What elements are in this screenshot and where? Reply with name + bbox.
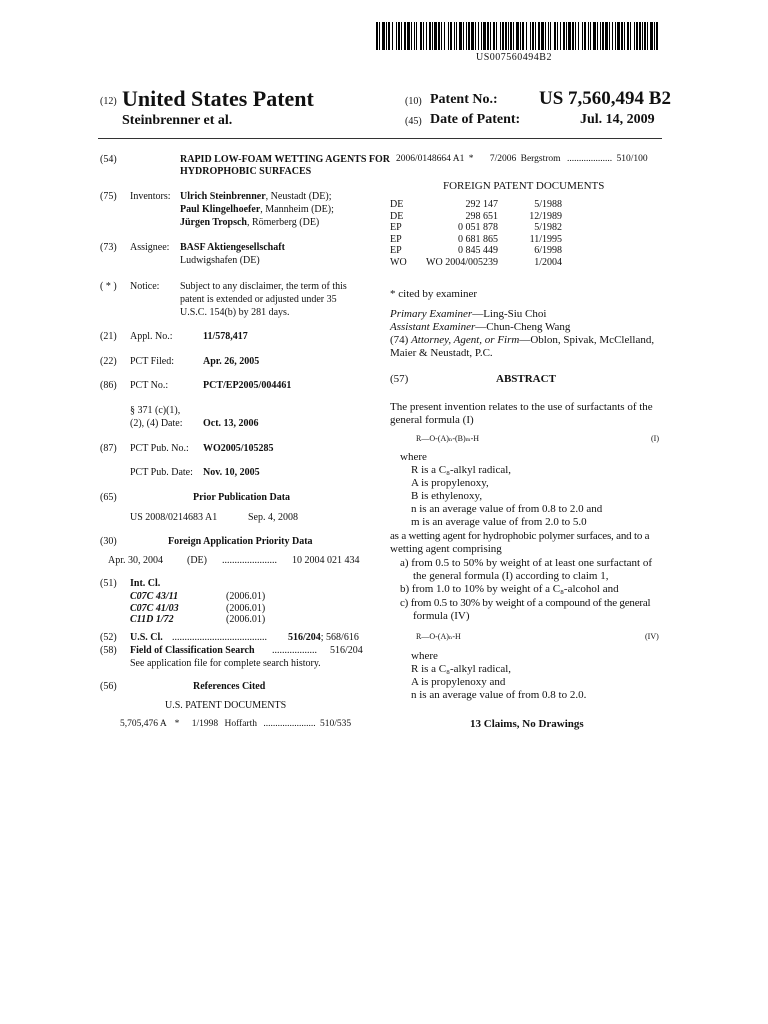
patent-authors: Steinbrenner et al. bbox=[122, 113, 233, 128]
int-cl-class: C07C 41/03 bbox=[130, 602, 179, 614]
appl-number: 11/578,417 bbox=[203, 331, 248, 342]
cited-by-examiner: * cited by examiner bbox=[390, 288, 478, 300]
field-search-value: 516/204 bbox=[330, 645, 363, 656]
notice-line1: Subject to any disclaimer, the term of this bbox=[180, 281, 347, 292]
assignee-label: Assignee: bbox=[130, 242, 170, 253]
kind-code-12: (12) bbox=[100, 96, 117, 107]
abstract-code: (57) bbox=[390, 373, 409, 385]
foreign-doc-row bbox=[390, 234, 562, 246]
patent-date: Jul. 14, 2009 bbox=[580, 112, 655, 127]
int-cl-version: (2006.01) bbox=[226, 614, 266, 625]
top-ref-number: 2006/0148664 A1 bbox=[396, 154, 465, 164]
foreign-priority-number: 10 2004 021 434 bbox=[292, 555, 360, 566]
us-cl-values bbox=[288, 632, 359, 644]
foreign-docs-title: FOREIGN PATENT DOCUMENTS bbox=[443, 180, 605, 192]
barcode-number: US007560494B2 bbox=[476, 52, 552, 63]
assistant-examiner-name: —Chun-Cheng Wang bbox=[475, 321, 571, 333]
attorney-code: (74) bbox=[390, 334, 409, 346]
int-cl-class: C07C 43/11 bbox=[130, 591, 179, 602]
code-45: (45) bbox=[405, 116, 422, 127]
prior-pub-number: US 2008/0214683 A1 bbox=[130, 512, 218, 523]
def-b-1: B is ethylenoxy, bbox=[411, 490, 483, 502]
def-r-2: R is a C₈-alkyl radical, bbox=[411, 663, 512, 675]
field-search-label: Field of Classification Search bbox=[130, 645, 255, 656]
abstract-line2: general formula (I) bbox=[390, 414, 474, 426]
appl-code: (21) bbox=[100, 331, 117, 342]
abstract-line1: The present invention relates to the use of surfactants of the bbox=[390, 401, 653, 413]
pct-number: PCT/EP2005/004461 bbox=[203, 380, 292, 391]
component-c-line2: formula (IV) bbox=[413, 610, 470, 622]
s371-line1: § 371 (c)(1), bbox=[130, 405, 181, 416]
formula-i-number: (I) bbox=[651, 434, 659, 443]
foreign-doc-date: 5/1982 bbox=[534, 222, 562, 233]
field-search-code: (58) bbox=[100, 645, 117, 656]
component-b-line1: b) from 1.0 to 10% by weight of a C₈-alcohol and bbox=[400, 583, 619, 595]
int-cl-label: Int. Cl. bbox=[130, 578, 161, 589]
int-cl-list bbox=[130, 591, 265, 626]
us-doc-class: 510/535 bbox=[320, 719, 352, 729]
assistant-examiner bbox=[390, 321, 570, 334]
us-doc-number: 5,705,476 A bbox=[120, 719, 167, 729]
field-search-dots: .................. bbox=[272, 645, 317, 656]
foreign-doc-number: 0 051 878 bbox=[458, 222, 498, 233]
inventor-2 bbox=[180, 204, 334, 216]
claims-summary: 13 Claims, No Drawings bbox=[470, 718, 584, 730]
pct-pub-date-label: PCT Pub. Date: bbox=[130, 467, 193, 478]
foreign-doc-date: 1/2004 bbox=[534, 256, 562, 268]
us-cl-dots: ...................................... bbox=[172, 632, 267, 643]
invention-title-line2: HYDROPHOBIC SURFACES bbox=[180, 166, 312, 177]
top-ref-dots: ................... bbox=[566, 154, 613, 164]
attorney-label: Attorney, Agent, or Firm bbox=[411, 334, 520, 346]
foreign-doc-number: 298 651 bbox=[465, 210, 498, 222]
foreign-doc-number: WO 2004/005239 bbox=[426, 256, 498, 268]
foreign-doc-row bbox=[390, 222, 562, 234]
notice-line3: U.S.C. 154(b) by 281 days. bbox=[180, 307, 290, 318]
int-cl-row bbox=[130, 591, 265, 603]
header-rule bbox=[98, 138, 662, 139]
def-r-1: R is a C₈-alkyl radical, bbox=[411, 464, 512, 476]
inventors-label: Inventors: bbox=[130, 191, 171, 202]
notice-label: Notice: bbox=[130, 281, 160, 292]
primary-examiner-label: Primary Examiner bbox=[390, 308, 473, 320]
prior-code: (65) bbox=[100, 492, 117, 503]
top-ref-date: 7/2006 bbox=[489, 154, 517, 164]
int-cl-version: (2006.01) bbox=[226, 602, 266, 614]
top-ref-name: Bergstrom bbox=[520, 154, 561, 164]
us-cl-main: 516/204 bbox=[288, 632, 321, 643]
assignee-code: (73) bbox=[100, 242, 117, 253]
foreign-doc-country: EP bbox=[390, 245, 402, 256]
foreign-docs-table bbox=[390, 199, 590, 268]
s371-date: Oct. 13, 2006 bbox=[203, 418, 259, 429]
us-doc-star: * bbox=[174, 719, 180, 729]
us-cl-rest: ; 568/616 bbox=[320, 632, 359, 643]
primary-examiner-name: —Ling-Siu Choi bbox=[472, 308, 547, 320]
pct-filed-label: PCT Filed: bbox=[130, 356, 174, 367]
foreign-docs-grid bbox=[390, 199, 562, 268]
us-cl-code: (52) bbox=[100, 632, 117, 643]
foreign-doc-row bbox=[390, 211, 562, 223]
int-cl-table bbox=[130, 591, 265, 626]
def-a-2: A is propylenoxy and bbox=[411, 676, 506, 688]
component-c-line1: c) from 0.5 to 30% by weight of a compound of the general bbox=[400, 597, 651, 609]
where-1: where bbox=[400, 451, 427, 463]
int-cl-row bbox=[130, 614, 265, 626]
foreign-priority-date: Apr. 30, 2004 bbox=[108, 555, 163, 566]
def-n-2: n is an average value of from 0.8 to 2.0. bbox=[411, 689, 587, 701]
foreign-doc-country: EP bbox=[390, 222, 402, 233]
foreign-priority-dots: ...................... bbox=[222, 555, 277, 566]
code-10: (10) bbox=[405, 96, 422, 107]
foreign-doc-country: EP bbox=[390, 233, 402, 245]
agent-line2: wetting agent comprising bbox=[390, 543, 502, 555]
abstract-title: ABSTRACT bbox=[496, 373, 556, 385]
foreign-doc-row bbox=[390, 257, 562, 269]
inventor-3-loc: , Römerberg (DE) bbox=[246, 217, 320, 228]
inventor-2-name: Paul Klingelhoefer bbox=[180, 204, 261, 215]
where-2: where bbox=[411, 650, 438, 662]
inventor-1 bbox=[180, 191, 331, 203]
top-ref-row bbox=[396, 154, 648, 164]
foreign-doc-country: DE bbox=[390, 210, 404, 222]
def-a-1: A is propylenoxy, bbox=[411, 477, 489, 489]
foreign-doc-row bbox=[390, 199, 562, 211]
us-doc-row bbox=[120, 719, 351, 729]
prior-pub-date: Sep. 4, 2008 bbox=[248, 512, 298, 523]
def-m-1: m is an average value of from 2.0 to 5.0 bbox=[411, 516, 587, 528]
foreign-doc-date: 11/1995 bbox=[529, 233, 562, 245]
patent-no-label: Patent No.: bbox=[430, 92, 498, 107]
inventor-3 bbox=[180, 217, 319, 229]
inventor-3-name: Jürgen Tropsch bbox=[180, 217, 247, 228]
foreign-doc-number: 292 147 bbox=[465, 199, 498, 210]
foreign-doc-date: 12/1989 bbox=[529, 210, 562, 222]
foreign-priority-code: (30) bbox=[100, 536, 117, 547]
assignee-location: Ludwigshafen (DE) bbox=[180, 255, 260, 266]
date-label: Date of Patent: bbox=[430, 112, 521, 127]
field-search-note: See application file for complete search history. bbox=[130, 658, 321, 669]
pct-pub-date: Nov. 10, 2005 bbox=[203, 467, 260, 478]
foreign-priority-country: (DE) bbox=[187, 555, 207, 566]
foreign-doc-number: 0 681 865 bbox=[458, 233, 498, 245]
top-ref-star: * bbox=[468, 154, 474, 164]
foreign-doc-country: DE bbox=[390, 199, 404, 210]
barcode-bar bbox=[656, 22, 658, 50]
pct-filed-code: (22) bbox=[100, 356, 117, 367]
refs-title: References Cited bbox=[193, 681, 266, 692]
int-cl-code: (51) bbox=[100, 578, 117, 589]
inventor-1-name: Ulrich Steinbrenner bbox=[180, 191, 266, 202]
pct-no-label: PCT No.: bbox=[130, 380, 169, 391]
int-cl-version: (2006.01) bbox=[226, 591, 266, 602]
pct-pub-label: PCT Pub. No.: bbox=[130, 443, 189, 454]
patent-number: US 7,560,494 B2 bbox=[539, 88, 671, 109]
pct-pub-code: (87) bbox=[100, 443, 117, 454]
us-docs-title: U.S. PATENT DOCUMENTS bbox=[165, 700, 287, 711]
def-n-1: n is an average value of from 0.8 to 2.0 and bbox=[411, 503, 603, 515]
assignee-name: BASF Aktiengesellschaft bbox=[180, 242, 285, 253]
assistant-examiner-label: Assistant Examiner bbox=[390, 321, 476, 333]
title-code: (54) bbox=[100, 154, 117, 165]
attorney bbox=[390, 334, 654, 347]
agent-line1: as a wetting agent for hydrophobic polymer surfaces, and to a bbox=[390, 530, 650, 542]
attorney-line2: Maier & Neustadt, P.C. bbox=[390, 347, 493, 359]
refs-code: (56) bbox=[100, 681, 117, 692]
foreign-doc-country: WO bbox=[390, 256, 407, 268]
prior-pub-title: Prior Publication Data bbox=[193, 492, 291, 503]
foreign-doc-number: 0 845 449 bbox=[458, 245, 498, 256]
pct-pub-number: WO2005/105285 bbox=[203, 443, 274, 454]
appl-label: Appl. No.: bbox=[130, 331, 173, 342]
notice-line2: patent is extended or adjusted under 35 bbox=[180, 294, 337, 305]
formula-i: R—O-(A)ₙ-(B)ₘ-H bbox=[416, 434, 480, 443]
formula-iv: R—O-(A)ₙ-H bbox=[416, 632, 461, 641]
notice-code: ( * ) bbox=[100, 281, 117, 292]
inventor-1-loc: , Neustadt (DE); bbox=[265, 191, 332, 202]
us-doc-date: 1/1998 bbox=[191, 719, 219, 729]
pct-no-code: (86) bbox=[100, 380, 117, 391]
invention-title-line1: RAPID LOW-FOAM WETTING AGENTS FOR bbox=[180, 154, 391, 165]
primary-examiner bbox=[390, 308, 546, 321]
foreign-priority-title: Foreign Application Priority Data bbox=[168, 536, 313, 547]
foreign-doc-row bbox=[390, 245, 562, 257]
int-cl-row bbox=[130, 603, 265, 615]
s371-line2: (2), (4) Date: bbox=[130, 418, 183, 429]
foreign-doc-date: 5/1988 bbox=[534, 199, 562, 210]
component-a-line2: the general formula (I) according to claim 1, bbox=[413, 570, 609, 582]
inventor-2-loc: , Mannheim (DE); bbox=[260, 204, 334, 215]
component-a-line1: a) from 0.5 to 50% by weight of at least one surfactant of bbox=[400, 557, 653, 569]
us-doc-dots: ...................... bbox=[263, 719, 316, 729]
top-ref-class: 510/100 bbox=[616, 154, 648, 164]
us-cl-label: U.S. Cl. bbox=[130, 632, 163, 643]
foreign-doc-date: 6/1998 bbox=[534, 245, 562, 256]
us-doc-name: Hoffarth bbox=[224, 719, 257, 729]
pct-filed-date: Apr. 26, 2005 bbox=[203, 356, 260, 367]
inventors-code: (75) bbox=[100, 191, 117, 202]
formula-iv-number: (IV) bbox=[645, 632, 659, 641]
patent-type-title: United States Patent bbox=[122, 86, 314, 111]
int-cl-class: C11D 1/72 bbox=[130, 614, 174, 625]
barcode bbox=[376, 22, 660, 50]
attorney-line1: —Oblon, Spivak, McClelland, bbox=[519, 334, 655, 346]
